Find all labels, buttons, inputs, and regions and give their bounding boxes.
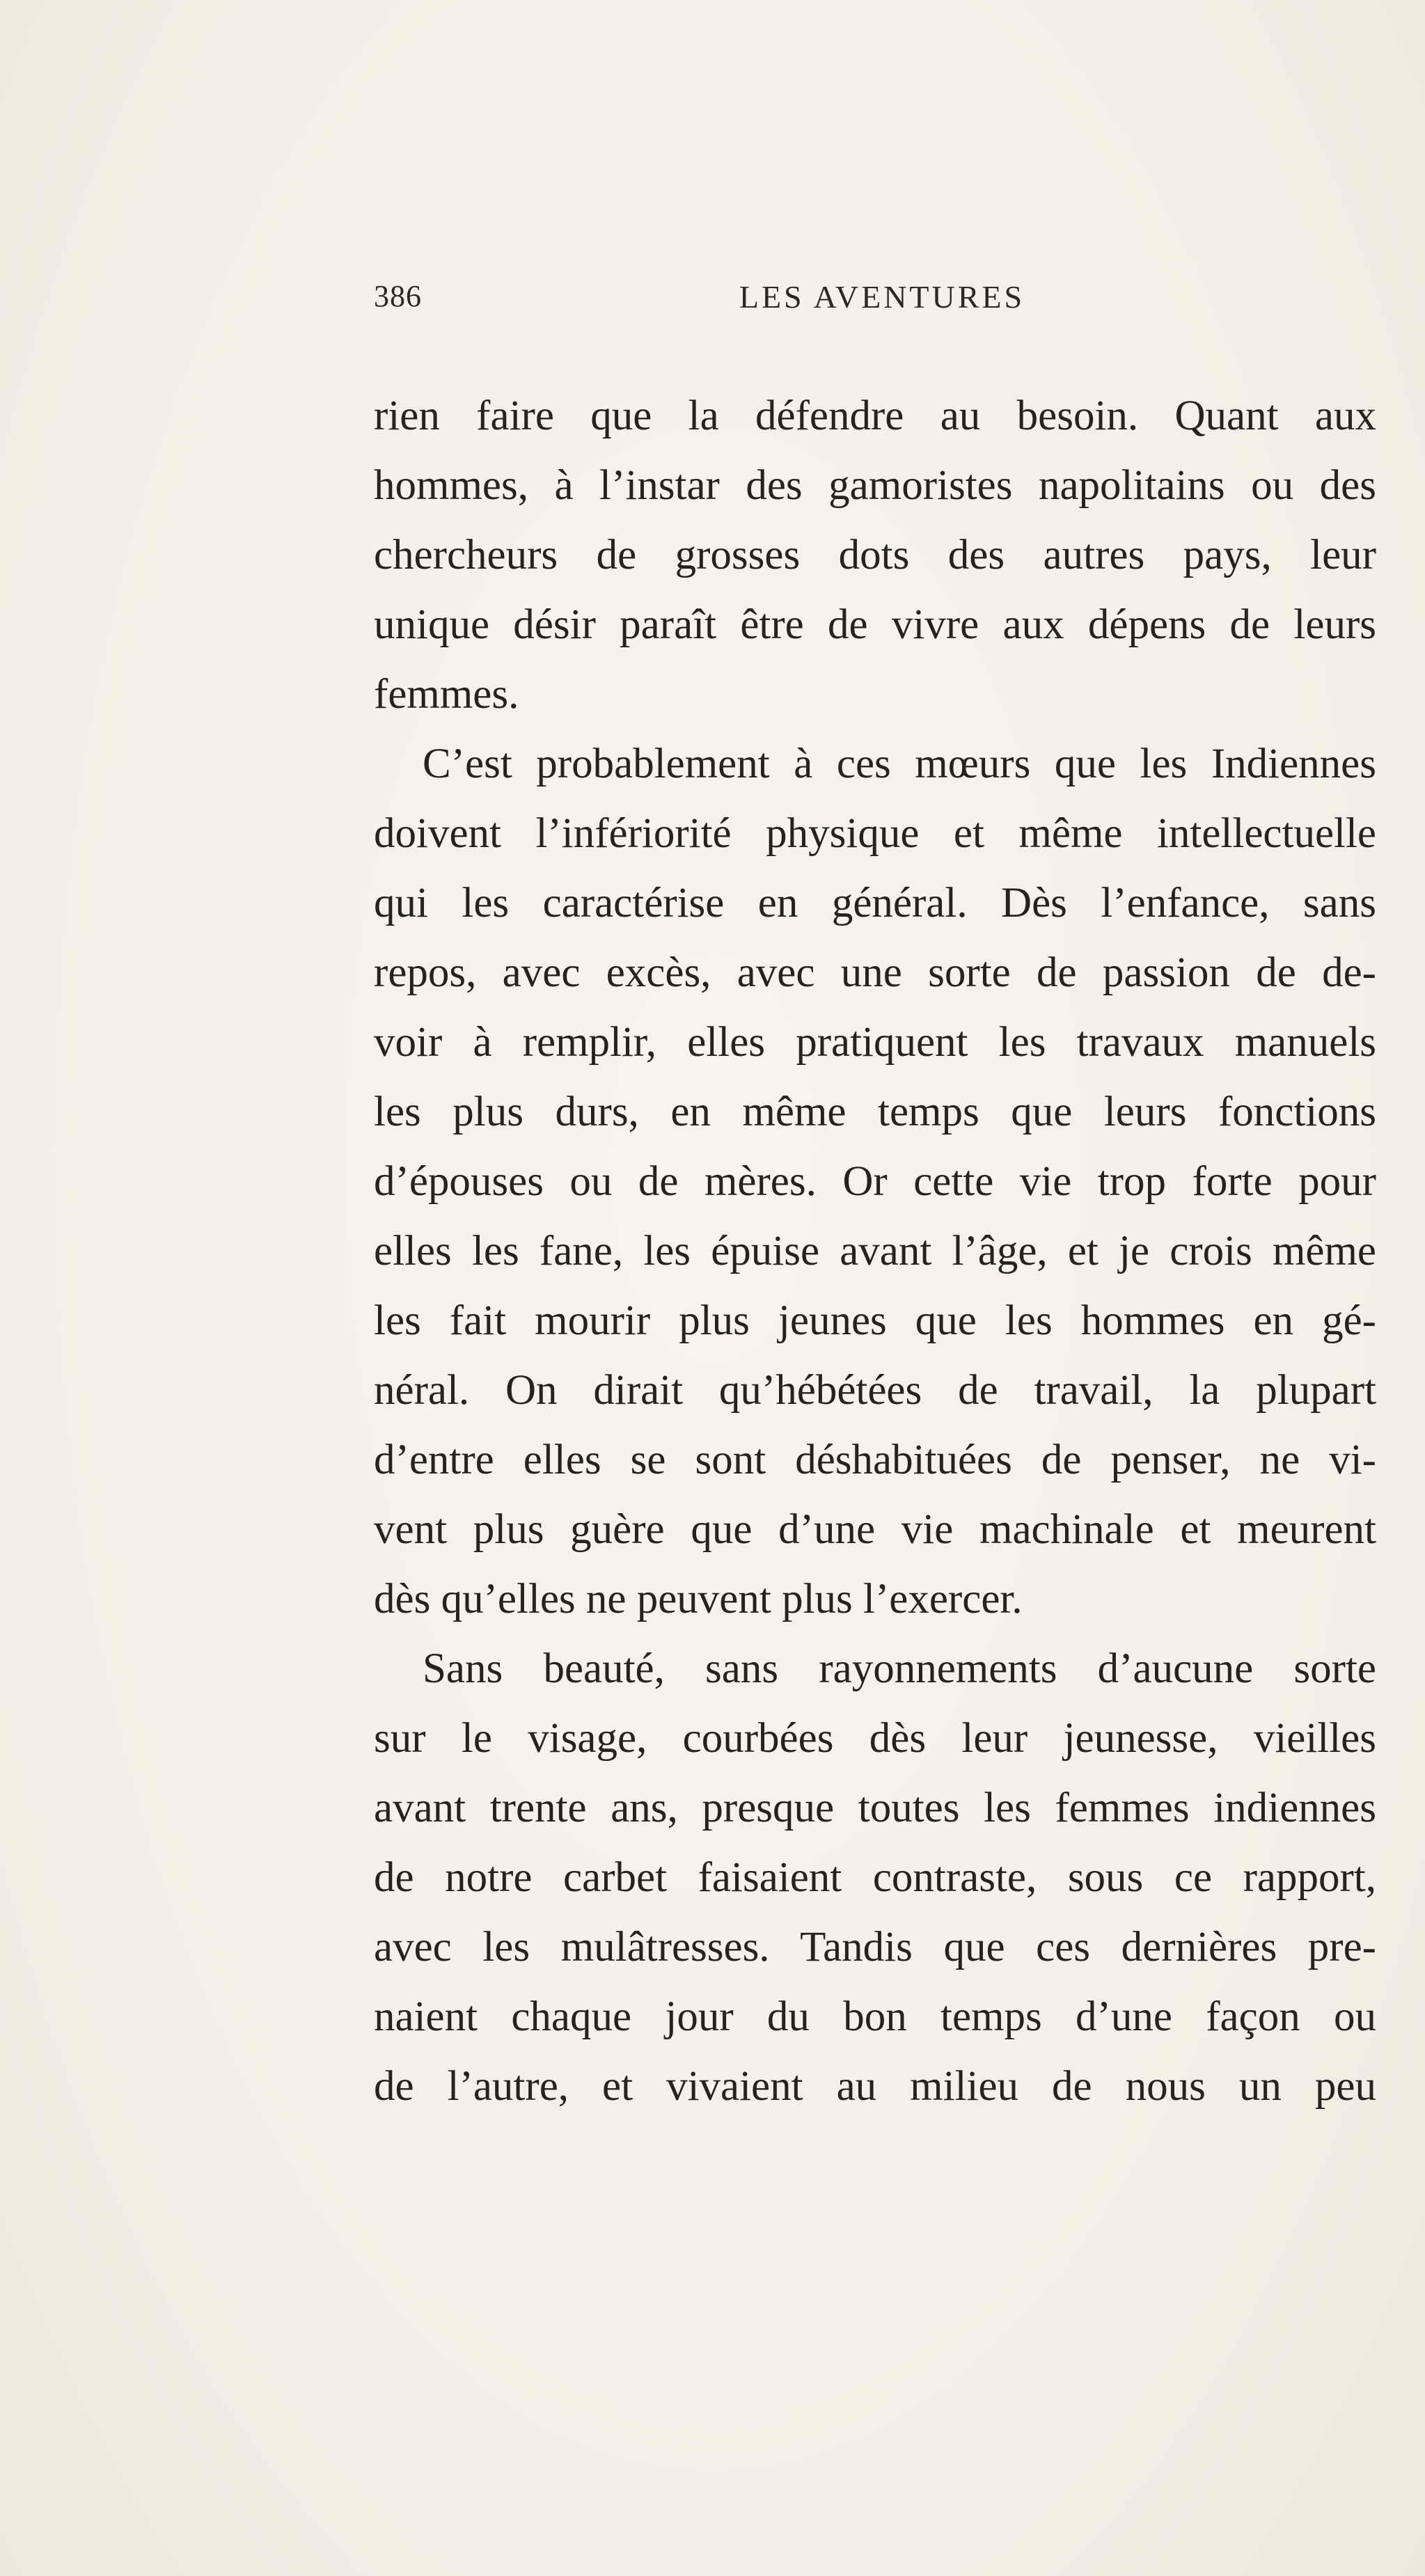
- text-line: unique désir paraît être de vivre aux dépens de leurs: [374, 601, 1376, 648]
- text-line: voir à remplir, elles pratiquent les travaux manuels: [374, 1019, 1376, 1066]
- text-line: chercheurs de grosses dots des autres pays, leur: [374, 532, 1376, 578]
- text-line: rien faire que la défendre au besoin. Quant aux: [374, 393, 1376, 439]
- text-line: d’épouses ou de mères. Or cette vie trop forte pour: [374, 1158, 1376, 1205]
- text-line: avec les mulâtresses. Tandis que ces dernières pre-: [374, 1924, 1376, 1970]
- text-line: femmes.: [374, 671, 519, 718]
- text-line: néral. On dirait qu’hébétées de travail, la plupart: [374, 1367, 1376, 1414]
- text-line: avant trente ans, presque toutes les femmes indiennes: [374, 1785, 1376, 1831]
- body-text: [374, 381, 1376, 2121]
- text-line: les fait mourir plus jeunes que les hommes en gé-: [374, 1297, 1376, 1344]
- text-line: Sans beauté, sans rayonnements d’aucune sorte: [423, 1645, 1376, 1692]
- text-line: naient chaque jour du bon temps d’une façon ou: [374, 1993, 1376, 2040]
- text-line: dès qu’elles ne peuvent plus l’exercer.: [374, 1576, 1023, 1622]
- text-line: sur le visage, courbées dès leur jeunesse, vieilles: [374, 1715, 1376, 1762]
- text-line: repos, avec excès, avec une sorte de passion de de-: [374, 949, 1376, 996]
- text-line: les plus durs, en même temps que leurs fonctions: [374, 1089, 1376, 1135]
- text-line: doivent l’infériorité physique et même intellectuelle: [374, 810, 1376, 857]
- text-line: elles les fane, les épuise avant l’âge, et je crois même: [374, 1228, 1376, 1274]
- text-line: d’entre elles se sont déshabituées de penser, ne vi-: [374, 1437, 1376, 1483]
- text-line: hommes, à l’instar des gamoristes napolitains ou des: [374, 462, 1376, 509]
- text-line: C’est probablement à ces mœurs que les Indiennes: [423, 741, 1376, 787]
- text-line: de notre carbet faisaient contraste, sous ce rapport,: [374, 1854, 1376, 1901]
- page-number: 386: [374, 279, 422, 313]
- text-line: vent plus guère que d’une vie machinale et meurent: [374, 1506, 1376, 1553]
- text-line: de l’autre, et vivaient au milieu de nous un peu: [374, 2063, 1376, 2110]
- running-head: LES AVENTURES: [739, 279, 1025, 315]
- page-header: [374, 278, 1376, 320]
- text-line: qui les caractérise en général. Dès l’enfance, sans: [374, 880, 1376, 926]
